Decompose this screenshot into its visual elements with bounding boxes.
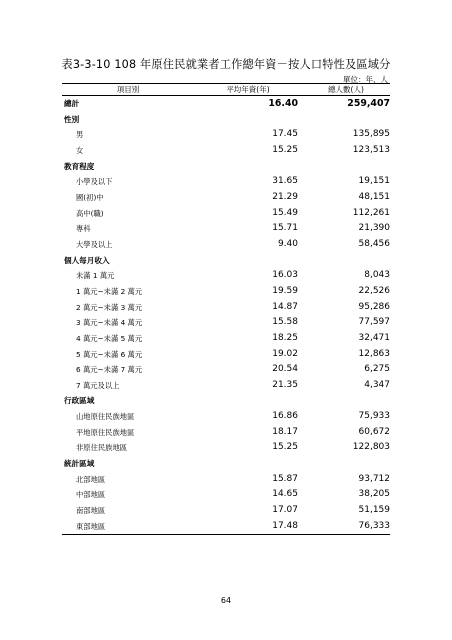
table-row (62, 315, 390, 331)
avg-years-cell (194, 253, 302, 269)
avg-years-cell: 14.87 (272, 301, 298, 312)
header-avg-years: 平均年資(年) (194, 84, 302, 96)
table-row (62, 127, 390, 143)
row-label: 6 萬元~未滿 7 萬元 (76, 365, 143, 375)
avg-years-cell: 17.07 (272, 505, 298, 516)
row-label: 教育程度 (64, 161, 95, 171)
avg-years-cell: 15.71 (272, 223, 298, 234)
header-row (62, 84, 390, 96)
header-item: 項目別 (62, 84, 194, 96)
row-label: 北部地區 (76, 474, 106, 484)
avg-years-cell (194, 159, 302, 175)
table-row (62, 284, 390, 300)
avg-years-cell: 21.29 (272, 191, 298, 202)
row-label: 高中(職) (76, 208, 104, 218)
table-row (62, 331, 390, 347)
row-label: 1 萬元~未滿 2 萬元 (76, 286, 143, 296)
table-body (62, 96, 390, 535)
people-count-cell: 259,407 (347, 98, 390, 109)
statistics-table (62, 83, 390, 535)
row-label: 總計 (64, 99, 80, 108)
people-count-cell: 32,471 (358, 332, 390, 343)
row-label: 個人每月收入 (64, 255, 110, 265)
unit-note: 單位：年、人 (343, 75, 388, 84)
people-count-cell: 4,347 (364, 379, 390, 390)
avg-years-cell: 16.40 (268, 98, 298, 109)
table-row (62, 425, 390, 441)
page-number: 64 (220, 596, 232, 605)
people-count-cell: 93,712 (358, 473, 390, 484)
row-label: 女 (76, 145, 84, 155)
people-count-cell: 48,151 (358, 191, 390, 202)
people-count-cell: 6,275 (364, 364, 390, 375)
avg-years-cell: 16.86 (272, 411, 298, 422)
section-row (62, 159, 390, 175)
avg-years-cell: 15.25 (272, 442, 298, 453)
avg-years-cell: 17.45 (272, 129, 298, 140)
total-row (62, 96, 390, 112)
row-label: 中部地區 (76, 490, 106, 500)
row-label: 平地原住民族地區 (76, 427, 135, 437)
table-row (62, 206, 390, 222)
row-label: 行政區域 (64, 396, 95, 406)
people-count-cell: 58,456 (358, 238, 390, 249)
people-count-cell: 123,513 (352, 144, 390, 155)
people-count-cell: 77,597 (358, 317, 390, 328)
table-row (62, 174, 390, 190)
people-count-cell (302, 159, 390, 175)
section-row (62, 393, 390, 409)
avg-years-cell: 18.17 (272, 426, 298, 437)
table-title: 表3-3-10 108 年原住民就業者工作總年資－按人口特性及區域分 (61, 58, 391, 71)
table-row (62, 440, 390, 456)
section-row (62, 253, 390, 269)
people-count-cell: 95,286 (358, 301, 390, 312)
table-row (62, 472, 390, 488)
table-header (62, 84, 390, 96)
row-label: 未滿 1 萬元 (76, 271, 115, 281)
people-count-cell: 21,390 (358, 223, 390, 234)
avg-years-cell (194, 393, 302, 409)
avg-years-cell: 15.49 (272, 207, 298, 218)
people-count-cell (302, 253, 390, 269)
avg-years-cell: 17.48 (194, 519, 302, 535)
avg-years-cell: 16.03 (272, 270, 298, 281)
people-count-cell: 60,672 (358, 426, 390, 437)
row-label: 統計區域 (64, 459, 95, 469)
people-count-cell: 112,261 (352, 207, 390, 218)
people-count-cell: 38,205 (358, 489, 390, 500)
people-count-cell: 12,863 (358, 348, 390, 359)
people-count-cell (302, 456, 390, 472)
avg-years-cell: 15.25 (272, 144, 298, 155)
row-label: 專科 (76, 224, 91, 234)
table-row (62, 143, 390, 159)
avg-years-cell: 15.87 (272, 473, 298, 484)
row-label: 東部地區 (62, 519, 194, 535)
avg-years-cell (194, 456, 302, 472)
row-label: 4 萬元~未滿 5 萬元 (76, 333, 143, 343)
table-row (62, 221, 390, 237)
table-row (62, 378, 390, 394)
table-row (62, 487, 390, 503)
people-count-cell: 75,933 (358, 411, 390, 422)
people-count-cell: 22,526 (358, 285, 390, 296)
avg-years-cell: 31.65 (272, 176, 298, 187)
row-label: 南部地區 (76, 506, 106, 516)
table-row (62, 237, 390, 253)
section-row (62, 112, 390, 128)
table-row (62, 300, 390, 316)
row-label: 性別 (64, 114, 80, 124)
row-label: 大學及以上 (76, 239, 113, 249)
row-label: 3 萬元~未滿 4 萬元 (76, 318, 143, 328)
avg-years-cell: 18.25 (272, 332, 298, 343)
avg-years-cell: 15.58 (272, 317, 298, 328)
row-label: 2 萬元~未滿 3 萬元 (76, 302, 143, 312)
people-count-cell (302, 112, 390, 128)
row-label: 非原住民族地區 (76, 443, 128, 453)
avg-years-cell: 19.02 (272, 348, 298, 359)
avg-years-cell: 9.40 (277, 238, 298, 249)
avg-years-cell: 20.54 (272, 364, 298, 375)
section-row (62, 456, 390, 472)
avg-years-cell (194, 112, 302, 128)
avg-years-cell: 14.65 (272, 489, 298, 500)
people-count-cell (302, 393, 390, 409)
row-label: 小學及以下 (76, 177, 113, 187)
people-count-cell: 51,159 (358, 505, 390, 516)
people-count-cell: 135,895 (352, 129, 390, 140)
table-row (62, 268, 390, 284)
header-people: 總人數(人) (302, 84, 390, 96)
people-count-cell: 8,043 (364, 270, 390, 281)
table-row (62, 190, 390, 206)
avg-years-cell: 21.35 (272, 379, 298, 390)
row-label: 男 (76, 130, 84, 140)
table-row (62, 519, 390, 535)
people-count-cell: 76,333 (302, 519, 390, 535)
people-count-cell: 122,803 (352, 442, 390, 453)
row-label: 7 萬元及以上 (76, 380, 120, 390)
table-row (62, 347, 390, 363)
row-label: 山地原住民族地區 (76, 412, 135, 422)
row-label: 國(初)中 (76, 192, 104, 202)
row-label: 5 萬元~未滿 6 萬元 (76, 349, 143, 359)
people-count-cell: 19,151 (358, 176, 390, 187)
table-row (62, 503, 390, 519)
table-row (62, 409, 390, 425)
avg-years-cell: 19.59 (272, 285, 298, 296)
table-row (62, 362, 390, 378)
